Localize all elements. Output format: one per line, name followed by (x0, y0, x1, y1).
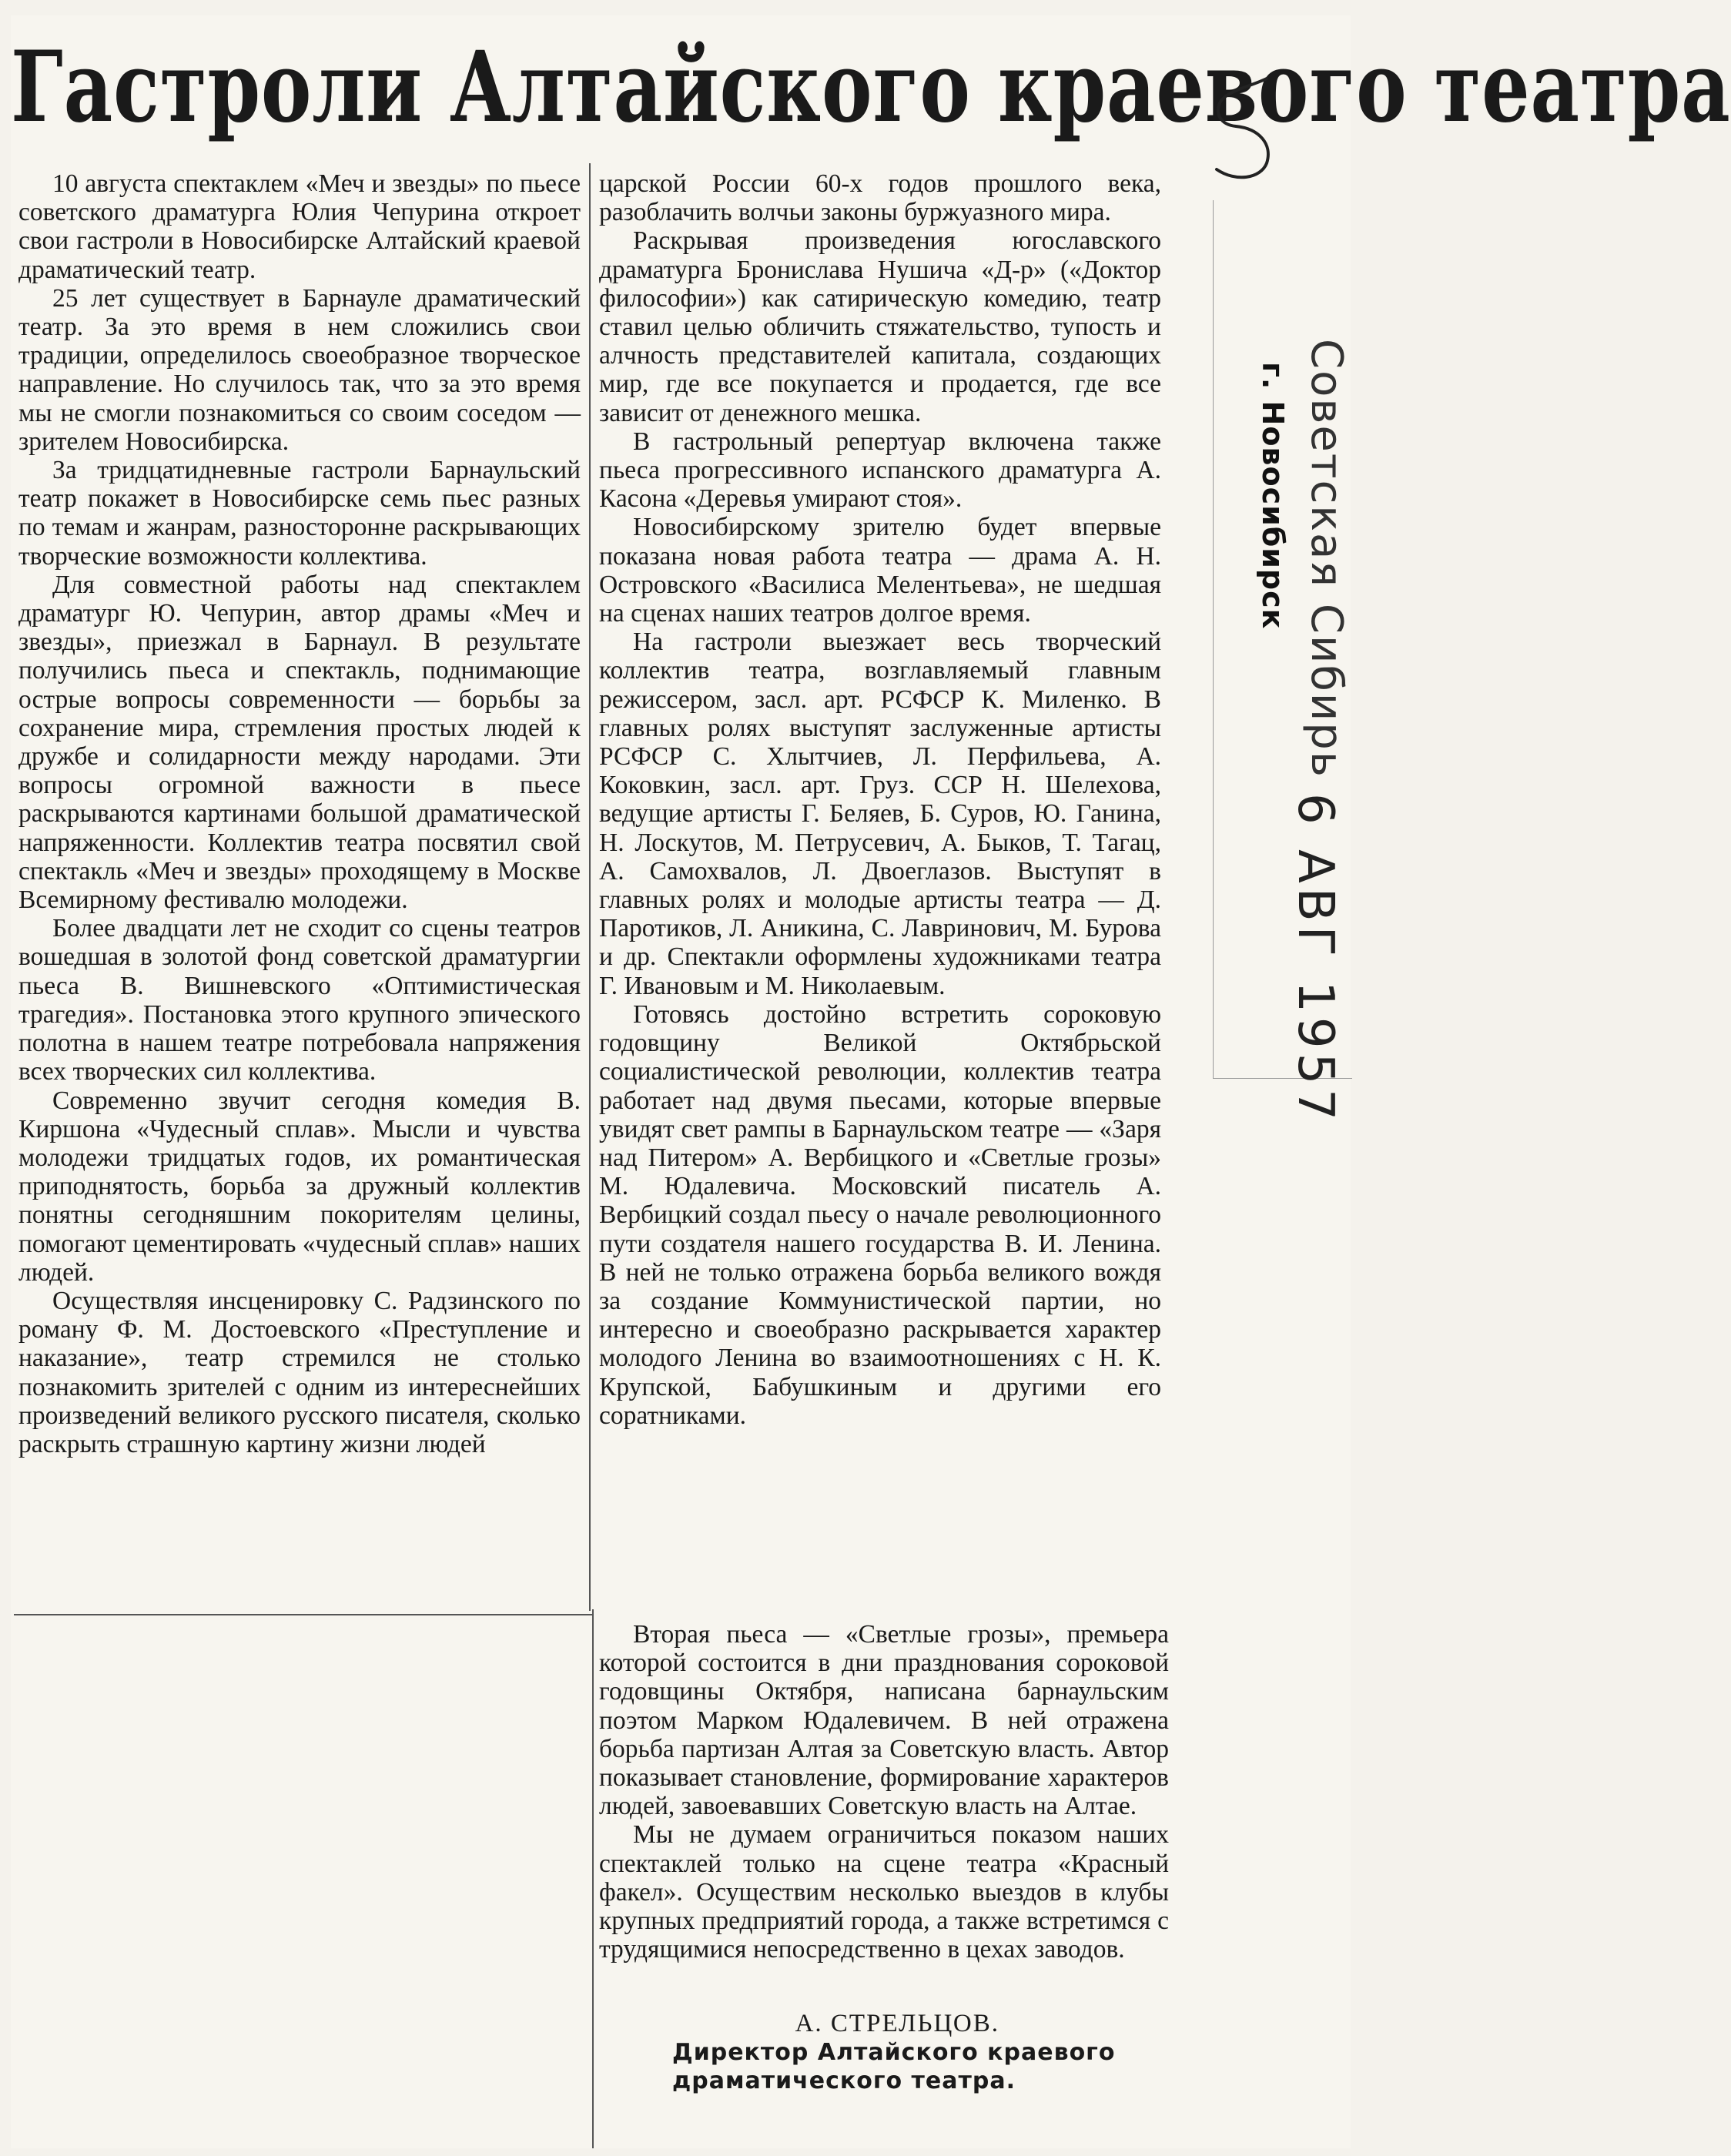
paragraph: Осуществляя инсценировку С. Радзинского по роману Ф. М. Достоевского «Преступление и наказание», театр стремился не столько познакомить зрителей с одним из интереснейших произведений великого русского писателя, сколько раскрыть страшную картину жизни людей (18, 1286, 581, 1458)
newspaper-name-stamp: Советская Сибирь (1301, 339, 1351, 778)
paragraph-continued: царской России 60-х годов прошлого века, разоблачить волчьи законы буржуазного мира. (599, 169, 1161, 227)
column-divider-lower (592, 1609, 594, 2148)
paragraph: Вторая пьеса — «Светлые грозы», премьера которой состоится в дни празднования сороковой годовщины Октября, написана барнаульским поэтом Марком Юдалевичем. В ней отражена борьба партизан Алтая за Советскую власть. Автор показывает становление, формирование характеров людей, завоевавших Советскую власть на Алтае. (599, 1620, 1169, 1821)
paragraph: Для совместной работы над спектаклем драматург Ю. Чепурин, автор драмы «Меч и звезды», приезжал в Барнаул. В результате получились пьеса и спектакль, поднимающие острые вопросы современности — борьбы за сохранение мира, стремления простых людей к дружбе и солидарности между народами. Эти вопросы огромной важности в пьесе раскрываются картинами большой драматической напряженности. Коллектив театра посвятил свой спектакль «Меч и звезды» проходящему в Москве Всемирному фестивалю молодежи. (18, 570, 581, 915)
paragraph: За тридцатидневные гастроли Барнаульский театр покажет в Новосибирске семь пьес разных по темам и жанрам, разносторонне раскрывающих творческие возможности коллектива. (18, 456, 581, 571)
paragraph: Раскрывая произведения югославского драматурга Бронислава Нушича «Д-р» («Доктор философии») как сатирическую комедию, театр ставил целью обличить стяжательство, тупость и алчность представителей капитала, создающих мир, где все покупается и продается, где все зависит от денежного мешка. (599, 226, 1161, 427)
paragraph: В гастрольный репертуар включена также пьеса прогрессивного испанского драматурга А. Касона «Деревья умирают стоя». (599, 427, 1161, 514)
column-bottom-rule (14, 1614, 593, 1615)
paragraph: Готовясь достойно встретить сороковую годовщину Великой Октябрьской социалистической революции, коллектив театра работает над двумя пьесами, которые впервые увидят свет рампы в Барнаульском театре — «Заря над Питером» А. Вербицкого и «Светлые грозы» М. Юдалевича. Московский писатель А. Вербицкий создал пьесу о начале революционного пути создателя нашего государства В. И. Ленина. В ней не только отражена борьба великого вождя за создание Коммунистической партии, но интересно и своеобразно раскрывается характер молодого Ленина во взаимоотношениях с Н. К. Крупской, Бабушкиным и другими его соратниками. (599, 999, 1161, 1430)
article-column-1 (18, 169, 581, 1458)
headline: Гастроли Алтайского краевого театра (11, 30, 1731, 144)
paragraph: 25 лет существует в Барнауле драматический театр. За это время в нем сложились свои традиции, определилось своеобразное творческое направление. Но случилось так, что за это время мы не смогли познакомиться со своим соседом — зрителем Новосибирска. (18, 283, 581, 456)
paragraph: Мы не думаем ограничиться показом наших спектаклей только на сцене театра «Красный факел». Осуществим несколько выездов в клубы крупных предприятий города, а также встретимся с трудящимися непосредственно в цехах заводов. (599, 1820, 1169, 1964)
signature-block (599, 2010, 1169, 2095)
date-stamp: 6 АВГ 1957 (1287, 793, 1344, 1125)
paragraph: Современно звучит сегодня комедия В. Киршона «Чудесный сплав». Мысли и чувства молодежи тридцатых годов, их романтическая приподнятость, борьба за дружный коллектив понятны сегодняшним покорителям целины, помогают цементировать «чудесный сплав» наших людей. (18, 1086, 581, 1287)
column-divider (589, 163, 591, 1611)
author-name: А. СТРЕЛЬЦОВ. (795, 2010, 999, 2037)
author-title-line-2: драматического театра. (672, 2067, 1016, 2094)
handwritten-mark-5 (1197, 71, 1282, 186)
city-stamp: г. Новосибирск (1256, 362, 1290, 630)
article-column-2 (599, 169, 1161, 1430)
paragraph: 10 августа спектаклем «Меч и звезды» по пьесе советского драматурга Юлия Чепурина откроет свои гастроли в Новосибирске Алтайский краевой драматический театр. (18, 169, 581, 284)
paragraph: Новосибирскому зрителю будет впервые показана новая работа театра — драма А. Н. Островского «Василиса Мелентьева», не шедшая на сценах наших театров долгое время. (599, 513, 1161, 628)
author-title-line-1: Директор Алтайского краевого (672, 2039, 1116, 2066)
article-column-3 (599, 1620, 1169, 1964)
paragraph: Более двадцати лет не сходит со сцены театров вошедшая в золотой фонд советской драматургии пьеса В. Вишневского «Оптимистическая трагедия». Постановка этого крупного эпического полотна в нашем театре потребовала напряжения всех творческих сил коллектива. (18, 914, 581, 1086)
paragraph: На гастроли выезжает весь творческий коллектив театра, возглавляемый главным режиссером, засл. арт. РСФСР К. Миленко. В главных ролях выступят заслуженные артисты РСФСР С. Хлытчиев, Л. Перфильева, А. Коковкин, засл. арт. Груз. ССР Н. Шелехова, ведущие артисты Г. Беляев, Б. Суров, Ю. Ганина, Н. Лоскутов, М. Петрусевич, А. Быков, Т. Тагац, А. Самохвалов, Л. Двоеглазов. Выступят в главных ролях и молодые артисты театра — Д. Паротиков, Л. Аникина, С. Лавринович, М. Бурова и др. Спектакли оформлены художниками театра Г. Ивановым и М. Николаевым. (599, 628, 1161, 1000)
